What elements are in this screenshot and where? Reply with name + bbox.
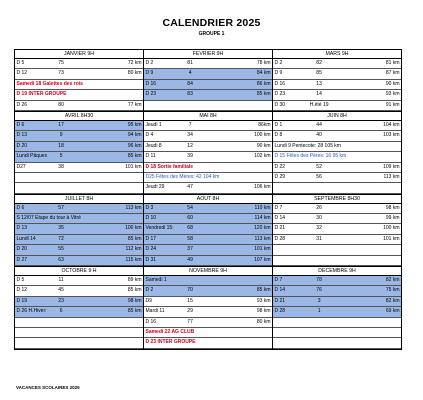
month-rows xyxy=(144,121,272,194)
ride-row xyxy=(273,152,401,162)
month-block xyxy=(15,112,144,194)
ride-distance: 114 km xyxy=(254,215,271,222)
ride-distance: 85 km xyxy=(127,153,142,160)
ride-route-number: 63 xyxy=(58,256,64,263)
ride-row xyxy=(273,80,401,90)
ride-route-number: 15 xyxy=(187,297,193,304)
ride-route-number: 78 xyxy=(316,277,322,284)
ride-distance: 98 km xyxy=(127,297,142,304)
ride-distance: 78 km xyxy=(256,60,271,66)
ride-distance: 82 km xyxy=(385,297,400,304)
ride-route-number: 75 xyxy=(58,60,64,66)
ride-row xyxy=(273,131,401,141)
ride-route-number: 5 xyxy=(59,153,63,160)
ride-date: D 28 xyxy=(274,235,286,242)
month-header: JANVIER 9H xyxy=(15,50,143,59)
ride-route-number: 56 xyxy=(316,173,322,180)
ride-distance: 98 km xyxy=(385,204,400,211)
ride-row xyxy=(15,286,143,296)
ride-date: D 12 xyxy=(16,287,28,294)
month-header: SEPTEMBRE 8H30 xyxy=(273,195,401,204)
ride-date: Jeudi 8 xyxy=(145,142,162,149)
ride-route-number: 52 xyxy=(316,163,322,170)
ride-row xyxy=(15,297,143,307)
ride-date: D 24 xyxy=(145,246,157,253)
page-subtitle: GROUPE 1 xyxy=(198,31,225,37)
month-rows xyxy=(15,204,143,266)
ride-row xyxy=(273,204,401,214)
ride-row xyxy=(273,163,401,173)
ride-date: D 26 H.Hiver: xyxy=(16,308,47,315)
ride-route-number: 31 xyxy=(316,235,322,242)
ride-route-number: 54 xyxy=(187,204,193,211)
ride-row xyxy=(144,276,272,286)
month-header: FEVRIER 9H xyxy=(144,50,272,59)
ride-route-number: 11 xyxy=(58,277,64,284)
ride-route-number: 45 xyxy=(58,287,64,294)
ride-note: Samedi 18 Galettes des rois xyxy=(16,80,83,87)
ride-date: D 6 xyxy=(16,204,25,211)
ride-route-number: 81 xyxy=(187,60,193,66)
ride-note: D 19 INTER GROUPE xyxy=(16,91,67,98)
ride-row xyxy=(144,235,272,245)
month-rows xyxy=(15,59,143,111)
ride-distance: 84 km xyxy=(256,70,271,77)
ride-route-number: 17 xyxy=(58,121,64,128)
ride-row xyxy=(144,131,272,141)
month-block xyxy=(15,195,144,266)
ride-route-number: 29 xyxy=(187,308,193,315)
ride-row xyxy=(144,338,272,348)
month-rows xyxy=(273,204,401,266)
ride-route-number: 9 xyxy=(59,132,63,139)
ride-date: D 2 xyxy=(145,287,154,294)
ride-row xyxy=(273,59,401,69)
ride-route-number: 6 xyxy=(59,308,63,315)
month-block xyxy=(144,267,273,349)
ride-row xyxy=(273,297,401,307)
ride-row xyxy=(15,276,143,286)
ride-date: D 5 xyxy=(16,60,25,66)
ride-note: D 23 INTER GROUPE xyxy=(145,339,196,346)
month-block xyxy=(273,112,401,194)
ride-distance: 101 km xyxy=(383,235,400,242)
ride-date: D 29 xyxy=(274,173,286,180)
ride-route-number: 77 xyxy=(187,318,193,325)
ride-row xyxy=(144,256,272,266)
ride-date: D9 xyxy=(145,297,152,304)
ride-row xyxy=(144,90,272,100)
month-header: DECEMBRE 9H xyxy=(273,267,401,276)
month-block xyxy=(273,50,401,111)
ride-row xyxy=(144,80,272,90)
calendar-grid xyxy=(14,49,402,350)
ride-distance: 103 km xyxy=(383,132,400,139)
ride-distance: 106 km xyxy=(254,184,271,191)
ride-date: D 9 xyxy=(274,70,283,77)
ride-row xyxy=(273,173,401,183)
month-header: MARS 9H xyxy=(273,50,401,59)
ride-row xyxy=(273,214,401,224)
ride-row xyxy=(273,69,401,79)
ride-distance: 93 km xyxy=(256,297,271,304)
ride-distance: 104 km xyxy=(383,121,400,128)
ride-route-number: H.été 19 xyxy=(309,101,329,108)
ride-route-number: 18 xyxy=(58,142,64,149)
ride-route-number: 60 xyxy=(187,215,193,222)
empty-row xyxy=(15,318,143,328)
ride-date: D 2 xyxy=(145,60,154,66)
school-holidays-label: VACANCES SCOLAIRES 2025 xyxy=(16,385,80,390)
ride-date: D 2 xyxy=(274,60,283,66)
ride-date: D 13 xyxy=(16,225,28,232)
ride-date: Jeudi 1 xyxy=(145,121,162,128)
ride-date: D 12 xyxy=(16,70,28,77)
ride-distance: 90 km xyxy=(256,142,271,149)
ride-row xyxy=(15,214,143,224)
month-rows xyxy=(273,59,401,111)
ride-distance: 80 km xyxy=(256,318,271,325)
ride-date: D 28 xyxy=(274,308,286,315)
ride-date: D 16 xyxy=(145,80,157,87)
ride-date: D 13 xyxy=(16,132,28,139)
ride-distance: 94 km xyxy=(127,132,142,139)
ride-row xyxy=(15,142,143,152)
ride-date: D 5 xyxy=(16,277,25,284)
ride-row xyxy=(15,131,143,141)
ride-distance: 85 km xyxy=(127,308,142,315)
ride-date: Jeudi 29 xyxy=(145,184,165,191)
ride-distance: 85 km xyxy=(256,287,271,294)
ride-distance: 112 km xyxy=(125,246,142,253)
page-title: CALENDRIER 2025 xyxy=(162,17,261,29)
ride-date: D 4 xyxy=(145,132,154,139)
ride-row xyxy=(15,80,143,90)
ride-date: D 23 xyxy=(145,91,157,98)
ride-route-number: 68 xyxy=(187,225,193,232)
ride-date: D 20 xyxy=(16,246,28,253)
empty-row xyxy=(273,328,401,338)
ride-distance: 69 km xyxy=(385,308,400,315)
ride-row xyxy=(144,121,272,131)
ride-route-number: 38 xyxy=(58,163,64,170)
ride-row xyxy=(15,59,143,69)
ride-distance: 77 km xyxy=(127,101,142,108)
ride-note: S 12/07 Etape du tour à Vitré xyxy=(16,215,81,222)
ride-date: D 22 xyxy=(274,163,286,170)
ride-route-number: 12 xyxy=(187,142,193,149)
ride-date: D 1 xyxy=(274,121,283,128)
month-block xyxy=(273,267,401,349)
ride-note: D 15 Fêtes des Pères: 16 95 km xyxy=(274,153,347,160)
empty-row xyxy=(15,338,143,348)
ride-row xyxy=(15,245,143,255)
ride-route-number: 82 xyxy=(316,60,322,66)
month-block xyxy=(144,50,273,111)
ride-distance: 120 km xyxy=(254,225,271,232)
ride-row xyxy=(273,142,401,152)
month-rows xyxy=(15,276,143,349)
empty-row xyxy=(273,183,401,193)
month-header: OCTOBRE 9 H xyxy=(15,267,143,276)
ride-row xyxy=(144,286,272,296)
ride-date: D 30 xyxy=(274,101,286,108)
ride-distance: 86 km xyxy=(256,80,271,87)
month-rows xyxy=(273,276,401,349)
ride-route-number: 32 xyxy=(316,225,322,232)
ride-row xyxy=(273,224,401,234)
ride-row xyxy=(273,121,401,131)
ride-route-number: 35 xyxy=(58,225,64,232)
ride-note: Samedi 22 AG CLUB xyxy=(145,328,195,335)
ride-distance: 96 km xyxy=(127,142,142,149)
ride-row xyxy=(144,318,272,328)
ride-route-number: 34 xyxy=(187,132,193,139)
quarter-row xyxy=(15,50,401,111)
ride-distance: 113 km xyxy=(254,235,271,242)
ride-distance: 81 km xyxy=(385,60,400,66)
month-rows xyxy=(273,121,401,194)
ride-row xyxy=(273,286,401,296)
ride-note: D 18 Sortie familiale xyxy=(145,163,194,170)
ride-row xyxy=(144,214,272,224)
month-header: AOUT 8H xyxy=(144,195,272,204)
ride-distance: 100 km xyxy=(383,225,400,232)
ride-distance: 113 km xyxy=(383,173,400,180)
ride-date: D 21 xyxy=(274,225,286,232)
ride-date: D 10 xyxy=(145,215,157,222)
month-header: MAI 8H xyxy=(144,112,272,121)
ride-date: D 26 xyxy=(16,101,28,108)
ride-distance: 107 km xyxy=(254,256,271,263)
ride-route-number: 40 xyxy=(316,132,322,139)
ride-route-number: 85 xyxy=(316,70,322,77)
ride-row xyxy=(144,69,272,79)
ride-distance: 113 km xyxy=(125,204,142,211)
month-block xyxy=(15,50,144,111)
ride-row xyxy=(273,276,401,286)
month-rows xyxy=(15,121,143,194)
ride-date: D 19 xyxy=(16,297,28,304)
ride-distance: 85 km xyxy=(127,287,142,294)
ride-route-number: 39 xyxy=(187,153,193,160)
ride-distance: 93 km xyxy=(385,91,400,98)
ride-route-number: 76 xyxy=(316,287,322,294)
ride-route-number: 84 xyxy=(187,80,193,87)
ride-row xyxy=(15,101,143,111)
month-block xyxy=(144,195,273,266)
ride-row xyxy=(15,256,143,266)
month-block xyxy=(15,267,144,349)
ride-distance: 95 km xyxy=(127,121,142,128)
ride-row xyxy=(273,101,401,111)
ride-distance: 101 km xyxy=(125,163,142,170)
ride-route-number: 58 xyxy=(187,235,193,242)
ride-row xyxy=(273,235,401,245)
ride-distance: 101 km xyxy=(254,246,271,253)
ride-date: D27 xyxy=(16,163,26,170)
ride-distance: 90 km xyxy=(385,80,400,87)
ride-date: D 14 xyxy=(274,287,286,294)
ride-row xyxy=(144,163,272,173)
ride-date: D 11 xyxy=(145,153,156,160)
ride-route-number: 30 xyxy=(316,215,322,222)
ride-date: Lundi Pâques xyxy=(16,153,48,160)
ride-date: D 9 xyxy=(145,70,154,77)
empty-row xyxy=(15,173,143,183)
empty-row xyxy=(15,183,143,193)
month-rows xyxy=(144,59,272,111)
ride-date: D 20 xyxy=(16,142,28,149)
ride-route-number: 7 xyxy=(188,121,192,128)
ride-route-number: 3 xyxy=(317,297,321,304)
ride-distance: 100 km xyxy=(125,225,142,232)
month-header: JUILLET 8H xyxy=(15,195,143,204)
ride-row xyxy=(144,224,272,234)
ride-date: D 16 xyxy=(145,318,157,325)
ride-date: D 3 xyxy=(145,204,154,211)
month-header: NOVEMBRE 9H xyxy=(144,267,272,276)
ride-route-number: 44 xyxy=(316,121,322,128)
ride-route-number: 14 xyxy=(316,91,322,98)
ride-route-number: 55 xyxy=(58,246,64,253)
ride-date: D 8 xyxy=(274,132,283,139)
ride-distance: 102 km xyxy=(254,153,271,160)
ride-row xyxy=(15,69,143,79)
ride-row xyxy=(144,297,272,307)
ride-row xyxy=(15,90,143,100)
ride-route-number: 4 xyxy=(188,70,192,77)
ride-route-number: 47 xyxy=(187,184,193,191)
ride-route-number: 80 xyxy=(58,101,64,108)
ride-distance: 89 km xyxy=(127,277,142,284)
ride-date: D 7 xyxy=(274,277,283,284)
ride-row xyxy=(15,152,143,162)
ride-route-number: 70 xyxy=(187,287,193,294)
ride-route-number: 13 xyxy=(316,80,322,87)
ride-row xyxy=(273,90,401,100)
ride-date: D 16 xyxy=(274,80,286,87)
month-block xyxy=(144,112,273,194)
month-rows xyxy=(144,204,272,266)
ride-route-number: 57 xyxy=(58,204,64,211)
ride-distance: 115 km xyxy=(125,256,142,263)
empty-row xyxy=(273,318,401,328)
ride-row xyxy=(144,183,272,193)
ride-distance: 91 km xyxy=(385,101,400,108)
ride-date: D 27 xyxy=(16,256,28,263)
ride-route-number: 72 xyxy=(58,235,64,242)
ride-distance: 99 km xyxy=(385,215,400,222)
ride-row xyxy=(144,152,272,162)
ride-row xyxy=(15,235,143,245)
ride-distance: 82 km xyxy=(385,277,400,284)
ride-route-number: 23 xyxy=(58,297,64,304)
empty-row xyxy=(273,256,401,266)
empty-row xyxy=(273,338,401,348)
ride-row xyxy=(144,173,272,183)
ride-row xyxy=(15,204,143,214)
ride-distance: 86km xyxy=(258,121,271,128)
month-rows xyxy=(144,276,272,349)
ride-row xyxy=(144,307,272,317)
ride-row xyxy=(144,328,272,338)
ride-row xyxy=(15,121,143,131)
ride-note: Lundi 9 Pentecote: 28 105 km xyxy=(274,142,341,149)
ride-row xyxy=(144,59,272,69)
ride-distance: 85 km xyxy=(256,91,271,98)
month-block xyxy=(273,195,401,266)
ride-date: Vendredi 15: xyxy=(145,225,174,232)
ride-route-number: 73 xyxy=(58,70,64,77)
ride-row xyxy=(144,142,272,152)
ride-row xyxy=(15,163,143,173)
empty-row xyxy=(273,245,401,255)
ride-route-number: 26 xyxy=(316,204,322,211)
quarter-row xyxy=(15,111,401,194)
ride-route-number: 83 xyxy=(187,91,193,98)
ride-row xyxy=(144,245,272,255)
ride-date: D 14 xyxy=(274,215,286,222)
ride-distance: 110 km xyxy=(254,204,271,211)
ride-route-number: 49 xyxy=(187,256,193,263)
ride-distance: 72 km xyxy=(127,60,142,66)
ride-row xyxy=(15,224,143,234)
ride-distance: 100 km xyxy=(254,132,271,139)
ride-distance: 109 km xyxy=(383,163,400,170)
ride-distance: 98 km xyxy=(256,308,271,315)
ride-date: Mardi 11 xyxy=(145,308,165,315)
ride-distance: 87 km xyxy=(385,70,400,77)
ride-route-number: 37 xyxy=(187,246,193,253)
empty-row xyxy=(144,101,272,111)
ride-distance: 80 km xyxy=(127,70,142,77)
ride-row xyxy=(144,204,272,214)
empty-row xyxy=(15,328,143,338)
ride-date: D 6 xyxy=(16,121,25,128)
ride-note: D25 Fêtes des Mères: 42 104 km xyxy=(145,173,220,180)
ride-date: D 7 xyxy=(274,204,283,211)
ride-row xyxy=(273,307,401,317)
ride-route-number: 1 xyxy=(317,308,321,315)
ride-date: Samedi 1 xyxy=(145,277,167,284)
ride-distance: 85 km xyxy=(127,235,142,242)
ride-row xyxy=(15,307,143,317)
month-header: JUIN 8H xyxy=(273,112,401,121)
ride-date: D 17 xyxy=(145,235,157,242)
ride-distance: 75 km xyxy=(385,287,400,294)
quarter-row xyxy=(15,266,401,349)
ride-date: D 23 xyxy=(274,91,286,98)
quarter-row xyxy=(15,194,401,266)
ride-date: D 21 xyxy=(274,297,286,304)
ride-date: D 31 xyxy=(145,256,157,263)
month-header: AVRIL 8H30 xyxy=(15,112,143,121)
ride-date: Lundi 14 xyxy=(16,235,36,242)
